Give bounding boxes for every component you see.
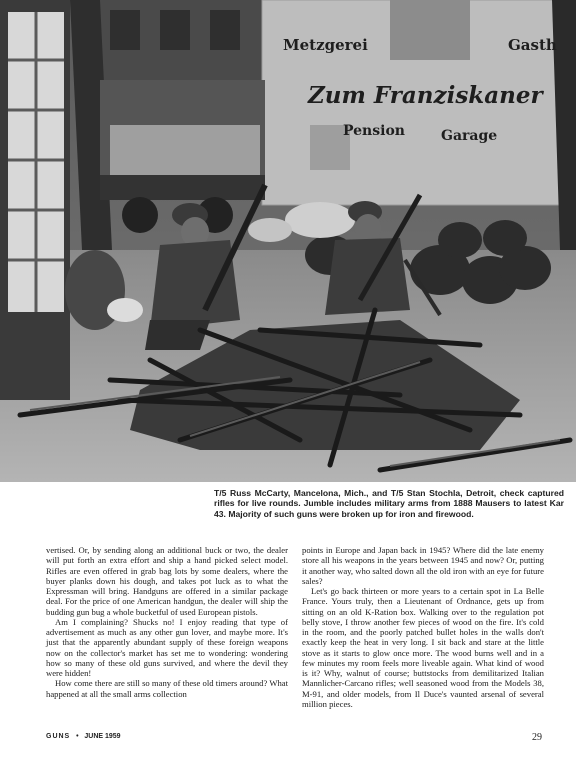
paragraph: Let's go back thirteen or more years to a certain spot in La Belle France. Yours truly, then a Lieutenant of Ordnance, gets up from sitting on an old K-Ration box. Walking over to the regulation pot belly stove, I throw another few pieces of wood on the fire. It's cold in the room, and the poorly patched bullet holes in the walls don't exactly keep the heat in very long. I sit back and stare at the little stove as it starts to glow once more. The wood burns well and in a few minutes my room feels more liveable again. What kind of wood is it? Why, walnut of course; buttstocks from demilitarized Italian Mannlicher-Carcano rifles; well seasoned wood from the Models 38, M-91, and older models, from Il Duce's vaunted arsenal of several million pieces. xyxy=(302,586,544,709)
issue-date: JUNE 1959 xyxy=(84,733,121,740)
footer-bullet: • xyxy=(76,733,79,740)
sign-gasth: Gasth xyxy=(508,36,557,54)
page-footer xyxy=(46,732,542,743)
sign-metzgerei: Metzgerei xyxy=(283,36,368,54)
photo-caption: T/5 Russ McCarty, Mancelona, Mich., and T/5 Stan Stochla, Detroit, check captured rifles for live rounds. Jumble includes military arms from 1888 Mausers to latest Kar 43. Majority of such guns were broken up for iron and firewood. xyxy=(214,488,564,519)
paragraph: How come there are still so many of these old timers around? What happened at all the small arms collection xyxy=(46,678,288,699)
paragraph: points in Europe and Japan back in 1945? Where did the late enemy store all his weapons in the years between 1945 and now? Or, putting it another way, who salted down all the old iron with an eye for future sales? xyxy=(302,545,544,586)
paragraph: vertised. Or, by sending along an additional buck or two, the dealer will put forth an extra effort and ship a hand picked select model. Rifles are even offered in grab bag lots by some dealers, where the buyer planks down his dough, and takes pot luck as to what the Expressman will bring. Handguns are offered in a similar package deal. For the price of one American handgun, the dealer will ship the budding gun bug a whole bucketful of used European pistols. xyxy=(46,545,288,617)
paragraph: Am I complaining? Shucks no! I enjoy reading that type of advertisement as much as any other gun lover, and maybe more. It's just that the apparently abundant supply of these foreign weapons now on the collector's market has set me to wondering: wondering how so many of these old guns survived, and where the devil they were hidden! xyxy=(46,616,288,678)
sign-zum-franziskaner: Zum Franziskaner xyxy=(308,82,543,109)
page-number: 29 xyxy=(532,732,542,743)
right-column xyxy=(302,545,544,709)
sign-pension: Pension xyxy=(343,123,405,139)
sign-garage: Garage xyxy=(441,128,498,144)
magazine-name: GUNS xyxy=(46,733,71,740)
left-column xyxy=(46,545,288,699)
